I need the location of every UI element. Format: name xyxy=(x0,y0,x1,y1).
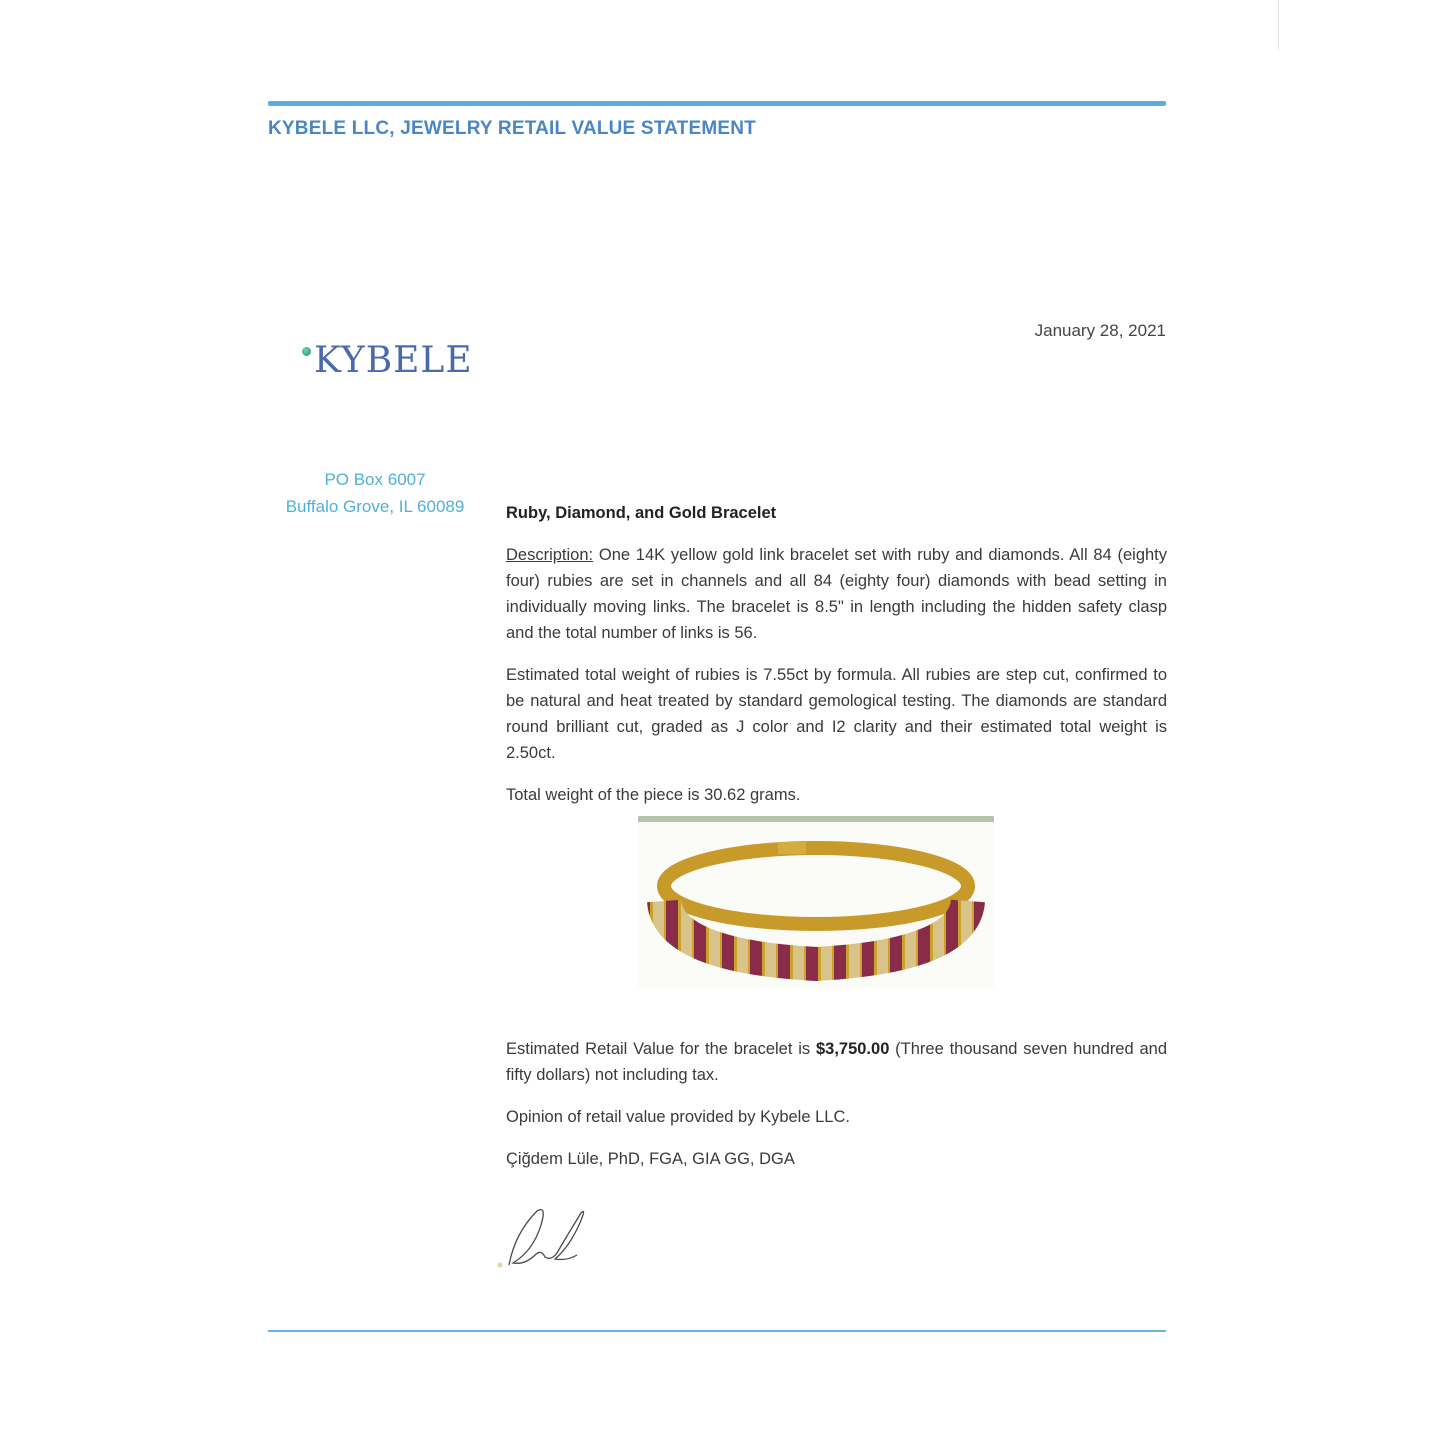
valuation-paragraph xyxy=(506,1036,1167,1088)
valuation-suffix: (Three thousand seven hundred and fifty dollars) not including tax. xyxy=(506,1040,1167,1084)
scan-edge-line xyxy=(1278,0,1279,50)
weight-paragraph: Total weight of the piece is 30.62 grams. xyxy=(506,786,801,804)
photo-top-strip xyxy=(638,816,994,822)
retail-value-amount: $3,750.00 xyxy=(815,1040,890,1058)
gem-dot-icon xyxy=(302,347,311,356)
valuation-prefix: Estimated Retail Value for the bracelet is xyxy=(506,1040,816,1058)
description-paragraph xyxy=(506,542,1167,646)
description-text: One 14K yellow gold link bracelet set with ruby and diamonds. All 84 (eighty four) rubies are set in channels and all 84 (eighty four) diamonds with bead setting in individually moving links. The bracelet is 8.5" in length including the hidden safety clasp and the total number of links is 56. xyxy=(506,546,1167,642)
company-logo xyxy=(302,340,473,381)
statement-date: January 28, 2021 xyxy=(1034,321,1166,340)
company-address xyxy=(268,466,482,520)
statement-body xyxy=(506,500,1167,1188)
opinion-paragraph: Opinion of retail value provided by Kybele LLC. xyxy=(506,1108,850,1126)
document-title: KYBELE LLC, JEWELRY RETAIL VALUE STATEMENT xyxy=(268,118,756,139)
signer-name: Çiğdem Lüle, PhD, FGA, GIA GG, DGA xyxy=(506,1150,795,1168)
signature xyxy=(495,1203,595,1278)
logo-text: KYBELE xyxy=(314,340,473,381)
address-line-1: PO Box 6007 xyxy=(324,470,426,489)
stones-paragraph: Estimated total weight of rubies is 7.55ct by formula. All rubies are step cut, confirmed to be natural and heat treated by standard gemological testing. The diamonds are standard round brilliant cut, graded as J color and I2 clarity and their estimated total weight is 2.50ct. xyxy=(506,666,1167,762)
bracelet-photo xyxy=(638,816,994,988)
footer-rule xyxy=(268,1330,1166,1332)
bracelet-image-icon xyxy=(638,816,994,988)
description-label: Description: xyxy=(506,546,594,564)
item-title: Ruby, Diamond, and Gold Bracelet xyxy=(506,504,777,522)
address-line-2: Buffalo Grove, IL 60089 xyxy=(285,497,465,516)
header-rule xyxy=(268,101,1166,106)
